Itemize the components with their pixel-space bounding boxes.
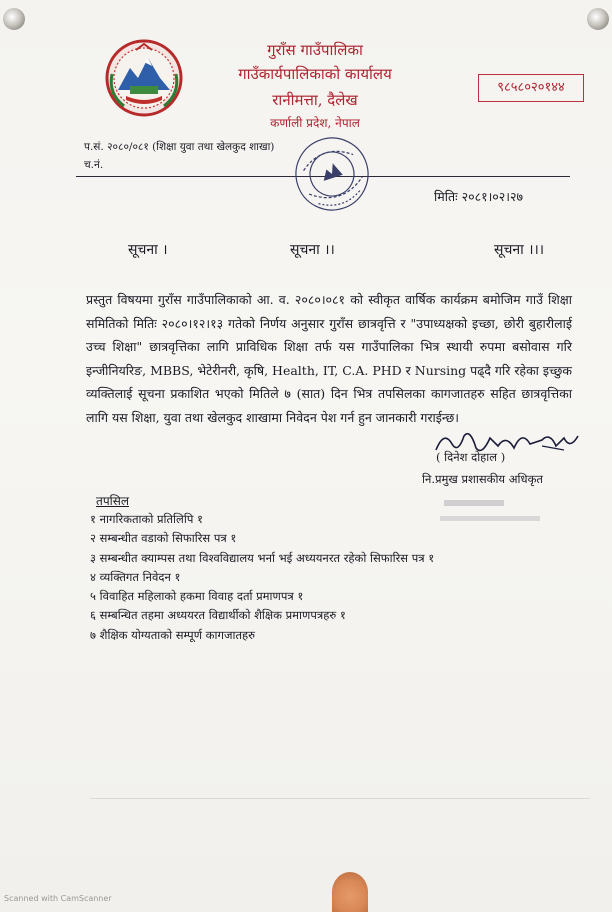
required-documents-list: [90, 510, 434, 645]
notice-body-paragraph: प्रस्तुत विषयमा गुराँस गाउँपालिकाको आ. व. २०८०।०८१ को स्वीकृत वार्षिक कार्यक्रम बमोजिम गाउँ शिक्षा समितिको मितिः २०८०।१२।१३ गतेको निर्णय अनुसार गुराँस छात्रवृत्ति र "उपाध्यक्षको इच्छा, छोरी बुहारीलाई उच्च शिक्षा" छात्रवृत्तिका लागि प्राविधिक शिक्षा तर्फ यस गाउँपालिका भित्र स्थायी रुपमा बसोवास गरि इन्जीनियरिङ, MBBS, भेटेरीनरी, कृषि, Health, IT, C.A. PHD र Nursing पढ्दै गरि रहेका इच्छुक व्यक्तिलाई सूचना प्रकाशित भएको मितिले ७ (सात) दिन भित्र तपसिलका कागजातहरु सहित छात्रवृत्तिका लागि यस शिक्षा, युवा तथा खेलकुद शाखामा निवेदन पेश गर्न हुन जानकारी गराईन्छ।: [86, 292, 572, 425]
signatory-name: ( दिनेश दोहाल ): [436, 450, 506, 464]
nepal-emblem-logo: [104, 38, 184, 118]
list-item: १ नागरिकताको प्रतिलिपि १: [90, 512, 203, 526]
list-item: ६ सम्बन्धित तहमा अध्ययरत विद्यार्थीको शैक्षिक प्रमाणपत्रहरु १: [90, 608, 346, 623]
notice-label-3: सूचना ।।।: [494, 242, 545, 258]
pin-right-icon: [587, 8, 609, 30]
registration-number: ९८५८०२०१४४: [478, 74, 584, 102]
list-heading: तपसिल: [96, 494, 130, 508]
office-location: रानीमत्ता, दैलेख: [272, 91, 358, 109]
notice-label-2: सूचना ।।: [290, 242, 335, 258]
reference-number: प.सं. २०८०/०८१ (शिक्षा युवा तथा खेलकुद शाखा): [84, 141, 275, 153]
list-item: ७ शैक्षिक योग्यताको सम्पूर्ण कागजातहरु: [90, 627, 255, 642]
office-name: गुराँस गाउँपालिका: [267, 41, 363, 59]
list-item: ३ सम्बन्धीत क्याम्पस तथा विश्वविद्यालय भर्ना भई अध्ययनरत रहेको सिफारिस पत्र १: [90, 550, 435, 565]
list-item: २ सम्बन्धीत वडाको सिफारिस पत्र १: [90, 531, 237, 546]
dispatch-number: च.नं.: [84, 159, 104, 171]
office-seal-stamp: [290, 132, 374, 216]
scanner-watermark: Scanned with CamScanner: [4, 894, 112, 903]
faint-bleedthrough-stamp: [440, 494, 550, 528]
list-item: ४ व्यक्तिगत निवेदन १: [90, 569, 181, 584]
thumb-shadow-icon: [332, 872, 368, 912]
notice-label-1: सूचना ।: [128, 242, 168, 258]
signatory-title: नि.प्रमुख प्रशासकीय अधिकृत: [422, 472, 543, 486]
province-country: कर्णाली प्रदेश, नेपाल: [270, 116, 360, 130]
scan-artifact-line: [90, 798, 590, 799]
notice-date: मितिः २०८१।०२।२७: [434, 189, 524, 204]
office-type: गाउँकार्यपालिकाको कार्यालय: [238, 65, 392, 83]
list-item: ५ विवाहित महिलाको हकमा विवाह दर्ता प्रमाणपत्र १: [90, 589, 304, 604]
pin-left-icon: [3, 8, 25, 30]
